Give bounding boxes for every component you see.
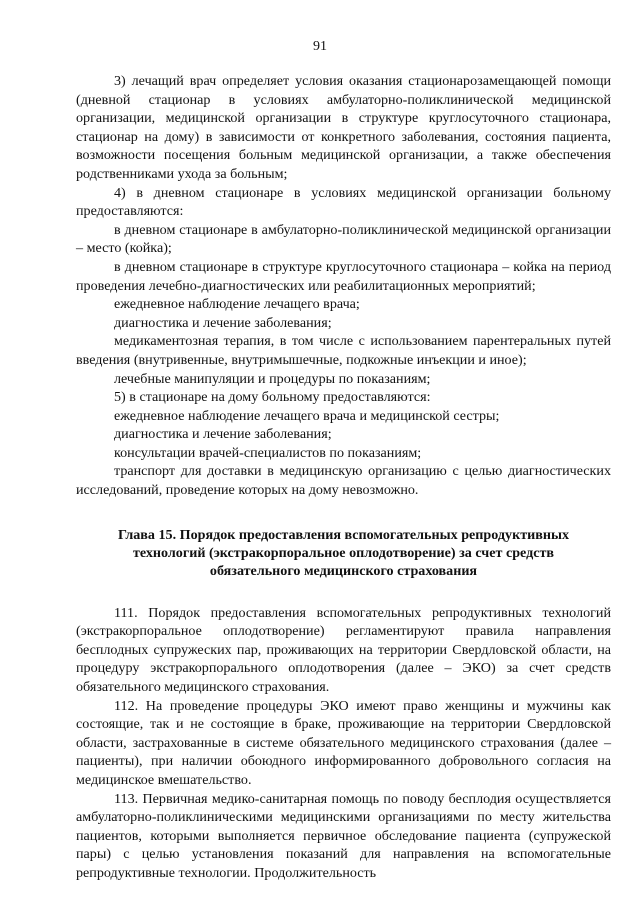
paragraph-item-5: 5) в стационаре на дому больному предоставляются: xyxy=(114,389,431,406)
paragraph-111: 111. Порядок предоставления вспомогательных репродуктивных технологий (экстракорпоральное оплодотворение) регламентируют правила направления бесплодных супружеских пар, проживающих на территории Свердловской области, на процедуру экстракорпорального оплодотворения (далее – ЭКО) за счет средств обязательного медицинского страхования. xyxy=(76,604,611,696)
paragraph-day-hospital-inpatient: в дневном стационаре в структуре круглосуточного стационара – койка на период проведения лечебно-диагностических или реабилитационных мероприятий; xyxy=(76,258,611,294)
paragraph-drug-therapy: медикаментозная терапия, в том числе с использованием парентеральных путей введения (внутривенные, внутримышечные, подкожные инъекции и иное); xyxy=(76,333,611,368)
page-number: 91 xyxy=(313,39,327,54)
paragraph-item-3: 3) лечащий врач определяет условия оказания стационарозамещающей помощи (дневной стационар в условиях амбулаторно-поликлинической медицинской организации, медицинской организации в структуре круглосуточного стационара, стационар на дому) в зависимости от конкретного заболевания, состояния пациента, возможности посещения больным медицинской организации, а также обеспечения родственниками ухода за больным; xyxy=(76,73,611,182)
paragraph-home-observation: ежедневное наблюдение лечащего врача и медицинской сестры; xyxy=(114,407,500,424)
paragraph-transport: транспорт для доставки в медицинскую организацию с целью диагностических исследований, проведение которых на дому невозможно. xyxy=(76,463,611,499)
paragraph-procedures: лечебные манипуляции и процедуры по показаниям; xyxy=(114,370,431,387)
paragraph-daily-observation: ежедневное наблюдение лечащего врача; xyxy=(114,296,360,313)
paragraph-112: 112. На проведение процедуры ЭКО имеют право женщины и мужчины как состоящие, так и не состоящие в браке, проживающие на территории Свердловской области, застрахованные в системе обязательного медицинского страхования (далее – пациенты), при наличии обоюдного информированного добровольного согласия на медицинское вмешательство. xyxy=(76,697,611,788)
paragraph-home-diagnostics: диагностика и лечение заболевания; xyxy=(114,426,332,443)
paragraph-day-hospital-outpatient: в дневном стационаре в амбулаторно-поликлинической медицинской организации – место (койка); xyxy=(76,221,611,257)
paragraph-diagnostics: диагностика и лечение заболевания; xyxy=(114,314,332,331)
document-body xyxy=(76,72,611,883)
paragraph-consultations: консультации врачей-специалистов по показаниям; xyxy=(114,444,422,461)
paragraph-113: 113. Первичная медико-санитарная помощь по поводу бесплодия осуществляется амбулаторно-поликлиническими медицинскими организациями по месту жительства пациентов, которыми выполняется первичное обследование пациента (супружеской пары) с целью установления показаний для направления на вспомогательные репродуктивные технологии. Продолжительность xyxy=(76,790,611,881)
paragraph-item-4: 4) в дневном стационаре в условиях медицинской организации больному предоставляются: xyxy=(76,184,611,220)
chapter-heading: Глава 15. Порядок предоставления вспомогательных репродуктивных технологий (экстракорпоральное оплодотворение) за счет средств обязательного медицинского страхования xyxy=(117,526,570,579)
